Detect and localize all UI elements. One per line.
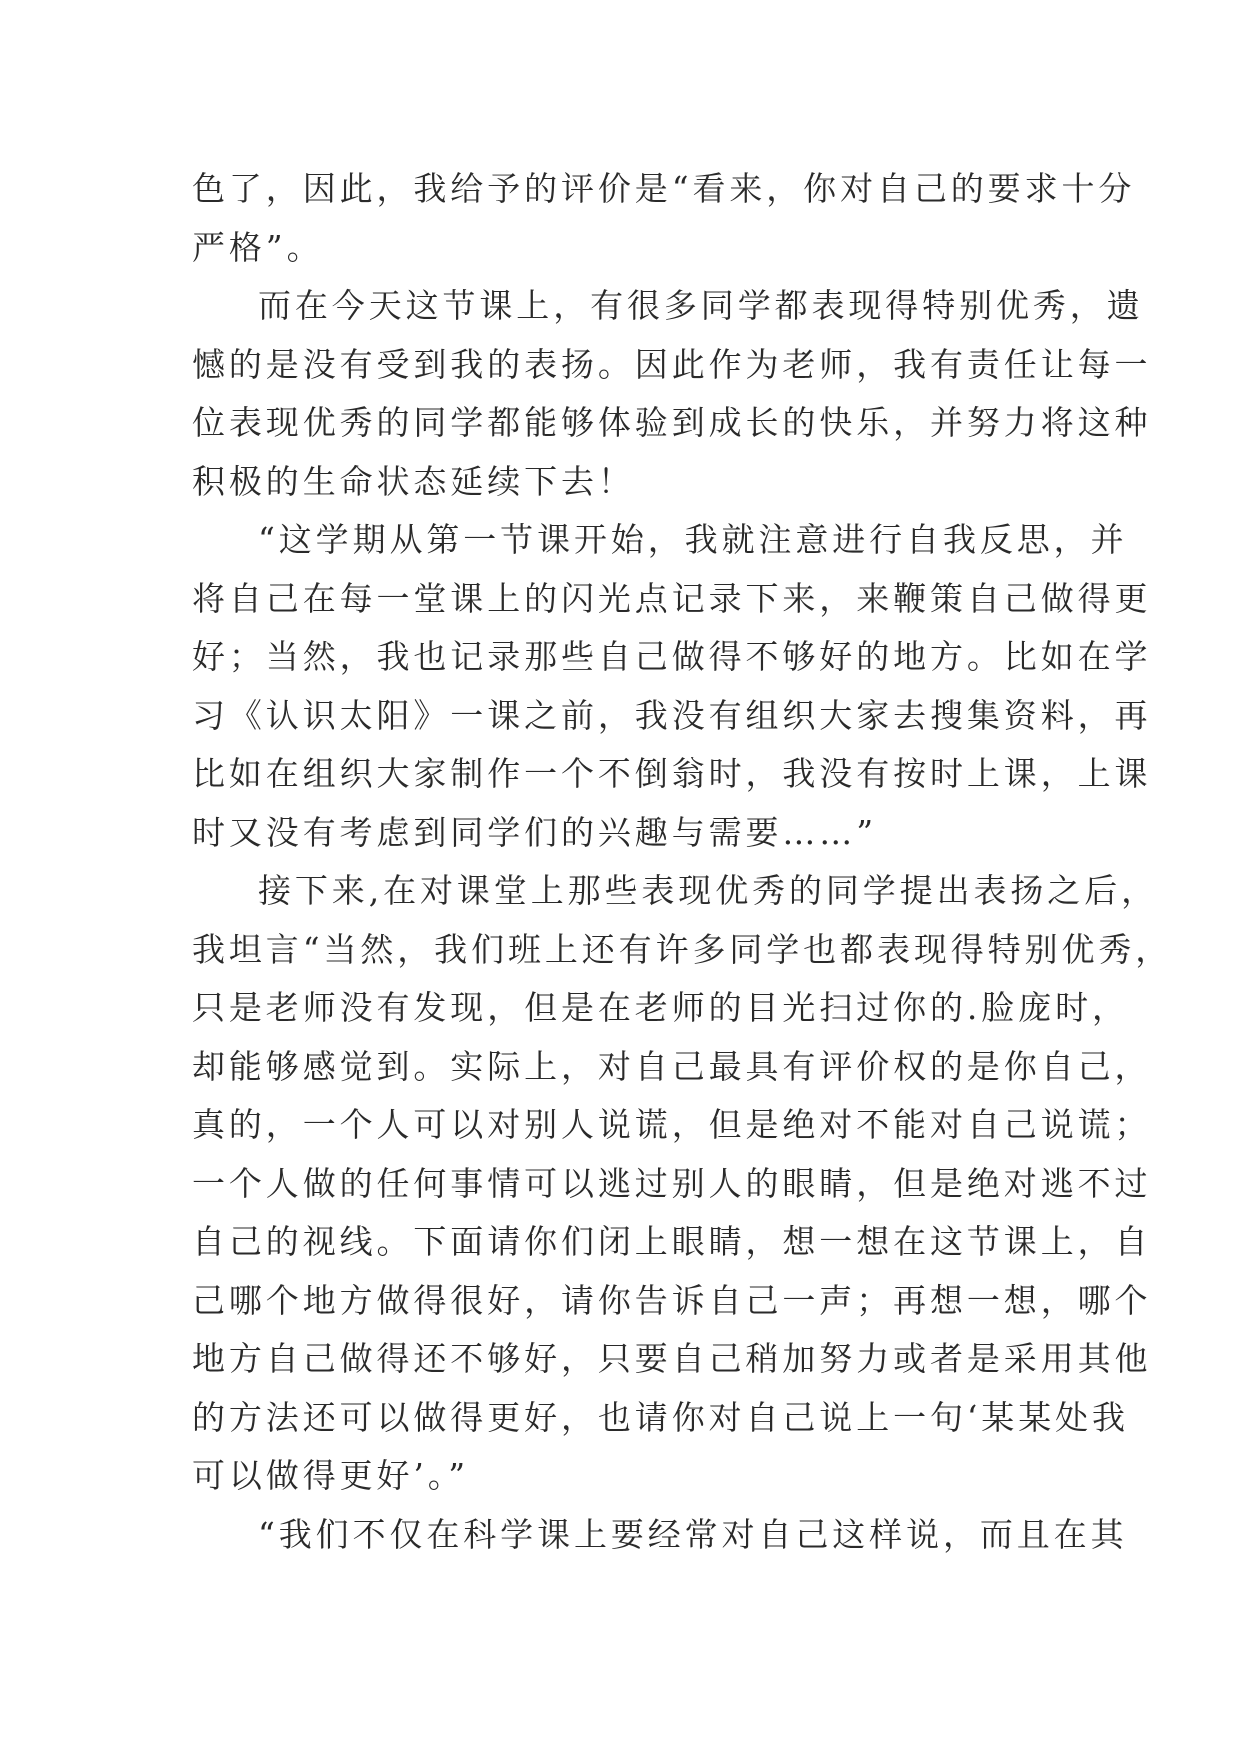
text-line: 而在今天这节课上，有很多同学都表现得特别优秀，遗 [258,286,1144,325]
text-line: 时又没有考虑到同学们的兴趣与需要……” [192,812,877,852]
text-line: 位表现优秀的同学都能够体验到成长的快乐，并努力将这种 [192,403,1152,442]
text-line: 真的，一个人可以对别人说谎，但是绝对不能对自己说谎； [192,1105,1152,1144]
text-line: 地方自己做得还不够好，只要自己稍加努力或者是采用其他 [192,1339,1152,1378]
text-line: 却能够感觉到。实际上，对自己最具有评价权的是你自己， [192,1046,1152,1086]
text-line: 接下来,在对课堂上那些表现优秀的同学提出表扬之后， [258,871,1158,910]
text-line: 将自己在每一堂课上的闪光点记录下来，来鞭策自己做得更 [192,578,1152,618]
text-line: 习《认识太阳》一课之前，我没有组织大家去搜集资料，再 [192,695,1152,735]
body-text [192,160,1173,1564]
text-line: “这学期从第一节课开始，我就注意进行自我反思，并 [258,520,1128,559]
text-line: 比如在组织大家制作一个不倒翁时，我没有按时上课，上课 [192,754,1152,793]
text-line: “我们不仅在科学课上要经常对自己这样说，而且在其 [258,1514,1128,1554]
text-line: 我坦言“当然，我们班上还有许多同学也都表现得特别优秀， [192,929,1173,969]
text-line: 的方法还可以做得更好，也请你对自己说上一句‘某某处我 [192,1397,1129,1437]
text-line: 可以做得更好’。” [192,1456,469,1495]
text-line: 自己的视线。下面请你们闭上眼睛，想一想在这节课上，自 [192,1222,1152,1261]
text-line: 严格”。 [192,227,324,267]
text-line: 好；当然，我也记录那些自己做得不够好的地方。比如在学 [192,637,1152,676]
text-line: 积极的生命状态延续下去！ [192,461,635,501]
text-line: 一个人做的任何事情可以逃过别人的眼睛，但是绝对逃不过 [192,1163,1152,1203]
text-line: 己哪个地方做得很好，请你告诉自己一声；再想一想，哪个 [192,1280,1152,1320]
text-line: 只是老师没有发现，但是在老师的目光扫过你的.脸庞时， [192,988,1129,1027]
text-line: 色了，因此，我给予的评价是“看来，你对自己的要求十分 [192,169,1136,208]
text-line: 憾的是没有受到我的表扬。因此作为老师，我有责任让每一 [192,344,1152,384]
